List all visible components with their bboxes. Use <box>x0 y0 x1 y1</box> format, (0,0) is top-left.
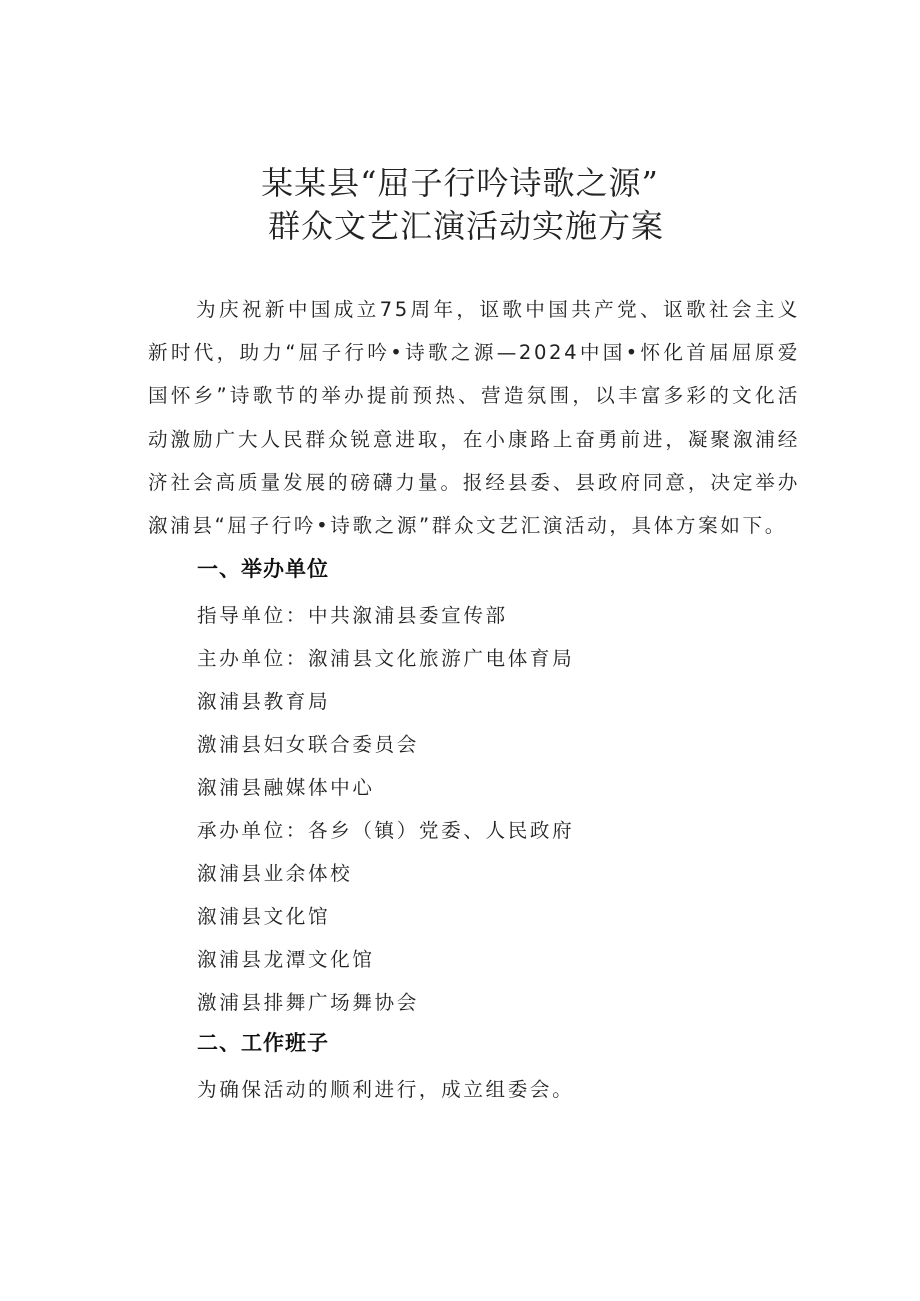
work-team-line: 为确保活动的顺利进行，成立组委会。 <box>197 1078 575 1101</box>
organizer-line: 激浦县排舞广场舞协会 <box>197 991 419 1014</box>
organizer-line: 承办单位：各乡（镇）党委、人民政府 <box>197 819 575 842</box>
intro-paragraph: 为庆祝新中国成立75周年，讴歌中国共产党、讴歌社会主义新时代，助力“屈子行吟•诗歌之源—2024中国•怀化首届屈原爱国怀乡”诗歌节的举办提前预热、营造氛围，以丰富多彩的文化活动激励广大人民群众锐意进取，在小康路上奋勇前进，凝聚溆浦经济社会高质量发展的磅礴力量。报经县委、县政府同意，决定举办溆浦县“屈子行吟•诗歌之源”群众文艺汇演活动，具体方案如下。 <box>148 298 800 538</box>
organizer-line: 溆浦县文化馆 <box>197 905 331 928</box>
organizer-line: 溆浦县业余体校 <box>197 862 353 885</box>
section-heading-organizers: 一、举办单位 <box>197 557 329 581</box>
organizer-line: 主办单位：溆浦县文化旅游广电体育局 <box>197 647 575 670</box>
document-title-line-1: 某某县“屈子行吟诗歌之源” <box>261 164 659 202</box>
section-heading-work-team: 二、工作班子 <box>197 1031 329 1055</box>
organizer-line: 溆浦县教育局 <box>197 690 331 713</box>
organizer-line: 指导单位：中共溆浦县委宣传部 <box>197 604 508 627</box>
organizer-line: 激浦县妇女联合委员会 <box>197 733 419 756</box>
organizer-line: 溆浦县龙潭文化馆 <box>197 948 375 971</box>
document-title-line-2: 群众文艺汇演活动实施方案 <box>267 207 664 245</box>
organizer-line: 溆浦县融媒体中心 <box>197 776 375 799</box>
